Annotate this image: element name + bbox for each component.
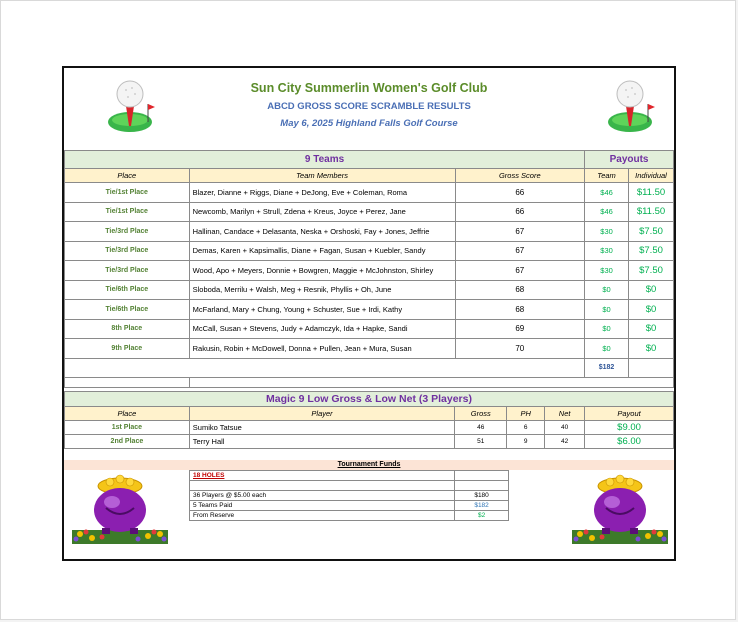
place-cell: 8th Place bbox=[65, 319, 190, 339]
gross-cell: 67 bbox=[455, 261, 585, 281]
col-gross: Gross Score bbox=[455, 169, 585, 183]
empty-cell bbox=[189, 378, 673, 388]
table-row bbox=[65, 421, 674, 435]
team-payout-cell: $46 bbox=[585, 183, 629, 203]
col-player: Player bbox=[189, 407, 455, 421]
place-cell: Tie/6th Place bbox=[65, 280, 190, 300]
place-cell: Tie/1st Place bbox=[65, 202, 190, 222]
team-payout-cell: $0 bbox=[585, 300, 629, 320]
teams-paid-label: 5 Teams Paid bbox=[190, 501, 455, 511]
team-results-table bbox=[64, 150, 674, 388]
place-cell: Tie/3rd Place bbox=[65, 261, 190, 281]
members-cell: Newcomb, Marilyn + Strull, Zdena + Kreus, Joyce + Perez, Jane bbox=[189, 202, 455, 222]
individual-payout-cell: $0 bbox=[629, 280, 674, 300]
payouts-band: Payouts bbox=[585, 151, 674, 169]
payout-cell: $9.00 bbox=[585, 421, 674, 435]
gross-cell: 68 bbox=[455, 300, 585, 320]
reserve-label: From Reserve bbox=[190, 511, 455, 521]
place-cell: Tie/6th Place bbox=[65, 300, 190, 320]
table-row bbox=[65, 241, 674, 261]
empty-cell bbox=[629, 358, 674, 378]
place-cell: 1st Place bbox=[65, 421, 190, 435]
ph-cell: 9 bbox=[507, 435, 545, 449]
place-cell: Tie/3rd Place bbox=[65, 222, 190, 242]
team-payout-cell: $0 bbox=[585, 280, 629, 300]
gross-cell: 68 bbox=[455, 280, 585, 300]
total-row bbox=[65, 358, 674, 378]
table-row bbox=[65, 280, 674, 300]
players-label: 36 Players @ $5.00 each bbox=[190, 491, 455, 501]
event-title: ABCD GROSS SCORE SCRAMBLE RESULTS bbox=[267, 101, 471, 112]
empty-cell bbox=[190, 481, 455, 491]
table-row bbox=[65, 339, 674, 359]
individual-payout-cell: $0 bbox=[629, 339, 674, 359]
table-row bbox=[65, 261, 674, 281]
teams-paid-amount: $182 bbox=[455, 501, 509, 511]
gross-cell: 70 bbox=[455, 339, 585, 359]
club-title: Sun City Summerlin Women's Golf Club bbox=[250, 81, 488, 95]
table-row bbox=[65, 435, 674, 449]
team-payout-cell: $0 bbox=[585, 319, 629, 339]
col-individual: Individual bbox=[629, 169, 674, 183]
magic9-table bbox=[64, 391, 674, 449]
individual-payout-cell: $7.50 bbox=[629, 241, 674, 261]
total-spacer bbox=[65, 358, 585, 378]
individual-payout-cell: $7.50 bbox=[629, 222, 674, 242]
magic9-title: Magic 9 Low Gross & Low Net (3 Players) bbox=[65, 392, 674, 407]
holes-label: 18 HOLES bbox=[190, 471, 455, 481]
members-cell: Wood, Apo + Meyers, Donnie + Bowgren, Maggie + McJohnston, Shirley bbox=[189, 261, 455, 281]
gross-cell: 51 bbox=[455, 435, 507, 449]
col-place: Place bbox=[65, 169, 190, 183]
members-cell: Sloboda, Merrilu + Walsh, Meg + Resnik, Phyllis + Oh, June bbox=[189, 280, 455, 300]
col-ph: PH bbox=[507, 407, 545, 421]
payout-cell: $6.00 bbox=[585, 435, 674, 449]
empty-cell bbox=[455, 471, 509, 481]
col-team: Team bbox=[585, 169, 629, 183]
gross-cell: 66 bbox=[455, 183, 585, 203]
place-cell: 9th Place bbox=[65, 339, 190, 359]
members-cell: Blazer, Dianne + Riggs, Diane + DeJong, Eve + Coleman, Roma bbox=[189, 183, 455, 203]
col-place: Place bbox=[65, 407, 190, 421]
col-net: Net bbox=[545, 407, 585, 421]
col-gross: Gross bbox=[455, 407, 507, 421]
members-cell: Hallinan, Candace + Delasanta, Neska + Orshoski, Fay + Jones, Jeffrie bbox=[189, 222, 455, 242]
funds-table bbox=[189, 470, 509, 521]
funds-title: Tournament Funds bbox=[64, 460, 674, 470]
pot-of-gold-icon bbox=[72, 472, 168, 544]
table-row bbox=[65, 222, 674, 242]
gross-cell: 67 bbox=[455, 222, 585, 242]
members-cell: McCall, Susan + Stevens, Judy + Adamczyk, Ida + Hapke, Sandi bbox=[189, 319, 455, 339]
empty-cell bbox=[65, 378, 190, 388]
gross-cell: 69 bbox=[455, 319, 585, 339]
gross-cell: 66 bbox=[455, 202, 585, 222]
total-team-payout: $182 bbox=[585, 358, 629, 378]
net-cell: 40 bbox=[545, 421, 585, 435]
table-row bbox=[65, 319, 674, 339]
members-cell: Demas, Karen + Kapsimallis, Diane + Fagan, Susan + Kuebler, Sandy bbox=[189, 241, 455, 261]
place-cell: Tie/3rd Place bbox=[65, 241, 190, 261]
spacer-row bbox=[65, 378, 674, 388]
team-payout-cell: $30 bbox=[585, 222, 629, 242]
ph-cell: 6 bbox=[507, 421, 545, 435]
individual-payout-cell: $0 bbox=[629, 300, 674, 320]
pot-of-gold-icon bbox=[572, 472, 668, 544]
table-row bbox=[65, 202, 674, 222]
col-payout: Payout bbox=[585, 407, 674, 421]
player-cell: Terry Hall bbox=[189, 435, 455, 449]
table-row bbox=[65, 183, 674, 203]
individual-payout-cell: $11.50 bbox=[629, 183, 674, 203]
results-frame bbox=[62, 66, 676, 561]
individual-payout-cell: $7.50 bbox=[629, 261, 674, 281]
player-cell: Sumiko Tatsue bbox=[189, 421, 455, 435]
col-members: Team Members bbox=[189, 169, 455, 183]
team-payout-cell: $46 bbox=[585, 202, 629, 222]
date-course: May 6, 2025 Highland Falls Golf Course bbox=[280, 118, 458, 129]
players-amount: $180 bbox=[455, 491, 509, 501]
individual-payout-cell: $11.50 bbox=[629, 202, 674, 222]
net-cell: 42 bbox=[545, 435, 585, 449]
gross-cell: 67 bbox=[455, 241, 585, 261]
team-payout-cell: $0 bbox=[585, 339, 629, 359]
place-cell: 2nd Place bbox=[65, 435, 190, 449]
team-payout-cell: $30 bbox=[585, 241, 629, 261]
place-cell: Tie/1st Place bbox=[65, 183, 190, 203]
members-cell: Rakusin, Robin + McDowell, Donna + Pullen, Jean + Mura, Susan bbox=[189, 339, 455, 359]
table-row bbox=[65, 300, 674, 320]
empty-cell bbox=[455, 481, 509, 491]
team-payout-cell: $30 bbox=[585, 261, 629, 281]
gross-cell: 46 bbox=[455, 421, 507, 435]
teams-band: 9 Teams bbox=[65, 151, 585, 169]
individual-payout-cell: $0 bbox=[629, 319, 674, 339]
members-cell: McFarland, Mary + Chung, Young + Schuster, Sue + Irdi, Kathy bbox=[189, 300, 455, 320]
reserve-amount: $2 bbox=[455, 511, 509, 521]
